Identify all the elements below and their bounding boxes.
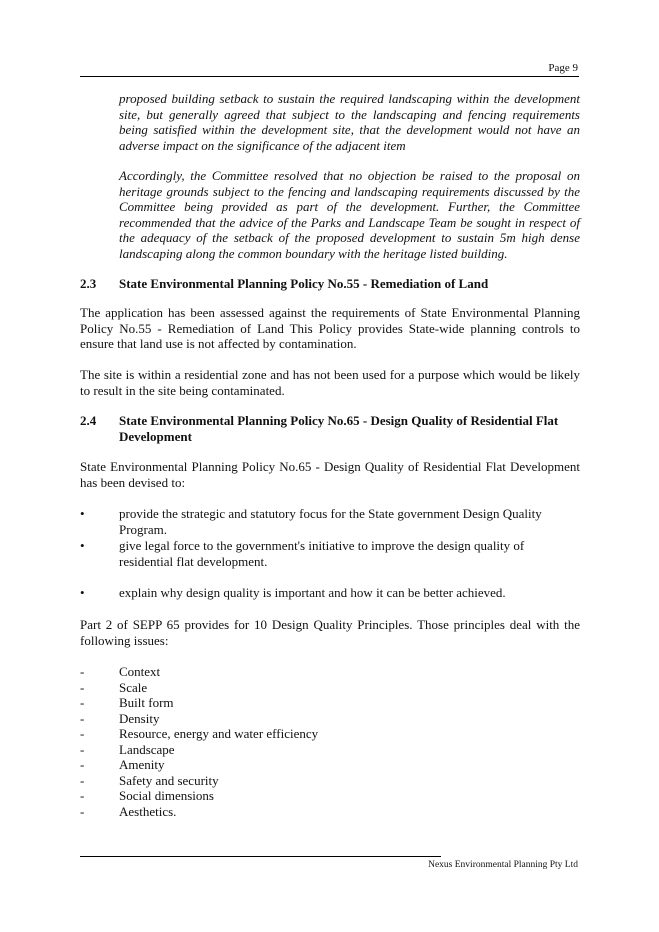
list-item: [80, 680, 480, 696]
bullet-dot-2: •: [80, 538, 85, 553]
list-item-label: Social dimensions: [119, 788, 214, 803]
sepp65-intro: State Environmental Planning Policy No.65 - Design Quality of Residential Flat Development has been devised to:: [80, 459, 580, 490]
list-dash: -: [80, 710, 85, 726]
list-dash: -: [80, 664, 85, 679]
list-item: [80, 664, 480, 680]
list-item-label: Safety and security: [119, 772, 219, 788]
list-item: [80, 726, 480, 742]
list-item: [80, 757, 480, 773]
list-dash: -: [80, 679, 85, 695]
bullet-item-3: explain why design quality is important and how it can be better achieved.: [119, 585, 506, 600]
section-2-4-title: State Environmental Planning Policy No.65 - Design Quality of Residential Flat Development: [119, 413, 559, 444]
list-item-label: Built form: [119, 695, 174, 710]
list-item: [80, 804, 480, 820]
section-2-3-number: 2.3: [80, 276, 97, 291]
list-item: [80, 773, 480, 789]
bullet-item-1: provide the strategic and statutory focus for the State government Design Quality Program.: [119, 506, 542, 537]
section-2-4-number: 2.4: [80, 413, 97, 428]
list-item-label: Density: [119, 710, 160, 726]
list-dash: -: [80, 803, 85, 819]
bullet-dot-1: •: [80, 506, 85, 521]
design-principles-list: [80, 664, 480, 819]
sepp55-paragraph-1: The application has been assessed against the requirements of State Environmental Planning Policy No.55 - Remediation of Land This Policy provides State-wide planning controls to ensure that land use is not affected by contamination.: [80, 305, 580, 352]
list-item: [80, 711, 480, 727]
list-dash: -: [80, 695, 85, 710]
sepp55-paragraph-2: The site is within a residential zone and has not been used for a purpose which would be likely to result in the site being contaminated.: [80, 367, 580, 398]
list-item: [80, 742, 480, 758]
list-dash: -: [80, 726, 85, 741]
committee-paragraph-1: proposed building setback to sustain the required landscaping within the development site, but generally agreed that subject to the landscaping and fencing requirements being satisfied within the development site, that the development would not have an adverse impact on the significance of the adjacent item: [119, 91, 580, 153]
header-rule: [80, 76, 579, 77]
committee-paragraph-2: Accordingly, the Committee resolved that no objection be raised to the proposal on heritage grounds subject to the fencing and landscaping requirements discussed by the Committee being provided as part of the development. Further, the Committee recommended that the advice of the Parks and Landscape Team be sought in respect of the adequacy of the setback of the proposed development to sustain 5m high dense landscaping along the common boundary with the heritage listed building.: [119, 168, 580, 261]
bullet-dot-3: •: [80, 585, 85, 600]
list-dash: -: [80, 741, 85, 757]
list-dash: -: [80, 788, 85, 803]
list-item-label: Landscape: [119, 741, 175, 757]
section-2-3-title: State Environmental Planning Policy No.55 - Remediation of Land: [119, 276, 489, 291]
page-number: Page 9: [548, 62, 578, 74]
list-item: [80, 788, 480, 804]
list-item-label: Scale: [119, 679, 148, 695]
bullet-item-2: give legal force to the government's initiative to improve the design quality of residential flat development.: [119, 538, 525, 569]
list-item: [80, 695, 480, 711]
list-item-label: Resource, energy and water efficiency: [119, 726, 319, 741]
footer-company: Nexus Environmental Planning Pty Ltd: [428, 860, 578, 870]
list-item-label: Amenity: [119, 757, 165, 772]
list-dash: -: [80, 772, 85, 788]
list-dash: -: [80, 757, 85, 772]
list-item-label: Aesthetics.: [119, 803, 177, 819]
principles-intro: Part 2 of SEPP 65 provides for 10 Design Quality Principles. Those principles deal with the following issues:: [80, 617, 580, 648]
footer-rule: [80, 856, 441, 857]
list-item-label: Context: [119, 664, 161, 679]
